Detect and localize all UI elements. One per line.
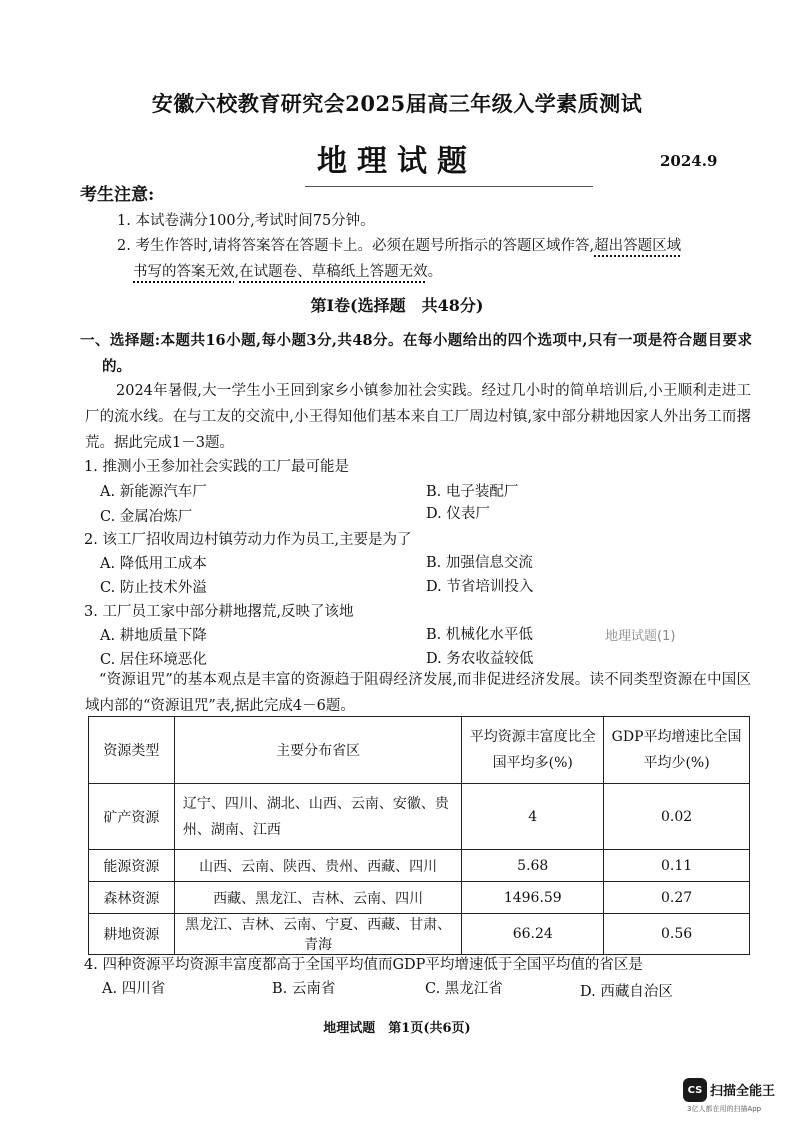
table-cell: 耕地资源	[89, 914, 175, 955]
question-4-option-a: A. 四川省	[102, 981, 166, 997]
notice-title: 考生注意:	[80, 185, 155, 205]
page-footer: 地理试题 第1页(共6页)	[323, 1021, 471, 1036]
table-cell: 0.56	[604, 914, 750, 955]
faint-stamp-text: 地理试题(1)	[605, 629, 676, 644]
question-1-option-c: C. 金属冶炼厂	[100, 509, 193, 525]
table-header-cell: GDP平均增速比全国平均少(%)	[604, 717, 750, 784]
question-2-option-a: A. 降低用工成本	[100, 556, 207, 572]
question-2-option-b: B. 加强信息交流	[426, 555, 533, 571]
notice-item-2-emphasis-3: 在试题卷、草稿纸上答题无效	[239, 264, 428, 280]
table-cell: 西藏、黑龙江、吉林、云南、四川	[174, 882, 461, 914]
section1-heading: 一、选择题:本题共16小题,每小题3分,共48分。在每小题给出的四个选项中,只有一项是符合题目要求的。	[80, 332, 752, 375]
camscanner-logo-icon: CS	[683, 1078, 707, 1102]
question-1-option-d: D. 仪表厂	[426, 506, 490, 522]
table-cell: 矿产资源	[89, 784, 175, 850]
question-1-option-b: B. 电子装配厂	[426, 484, 519, 500]
question-2-option-d: D. 节省培训投入	[426, 579, 534, 595]
camscanner-slogan: 3亿人都在用的扫描App	[687, 1105, 762, 1113]
question-1-option-a: A. 新能源汽车厂	[100, 484, 207, 500]
table-cell: 5.68	[462, 850, 604, 882]
notice-item-2-emphasis: 超出答题区域	[594, 238, 682, 254]
table-header-cell: 平均资源丰富度比全国平均多(%)	[462, 717, 604, 784]
notice-item-2-line1	[117, 234, 681, 255]
question-3-stem: 3. 工厂员工家中部分耕地撂荒,反映了该地	[84, 604, 354, 620]
question-4-option-d: D. 西藏自治区	[580, 984, 673, 1000]
table-cell: 0.11	[604, 850, 750, 882]
table-header-cell: 主要分布省区	[174, 717, 461, 784]
table-row	[89, 850, 750, 882]
part1-title: 第Ⅰ卷(选择题 共48分)	[310, 296, 484, 315]
question-4-option-c: C. 黑龙江省	[425, 981, 503, 997]
question-4-option-b: B. 云南省	[272, 981, 336, 997]
table-cell: 0.02	[604, 784, 750, 850]
passage-2: “资源诅咒”的基本观点是丰富的资源趋于阻碍经济发展,而非促进经济发展。读不同类型资源在中国区域内部的“资源诅咒”表,据此完成4－6题。	[85, 672, 751, 714]
table-cell: 能源资源	[89, 850, 175, 882]
table-cell: 山西、云南、陕西、贵州、西藏、四川	[174, 850, 461, 882]
table-cell: 4	[462, 784, 604, 850]
header-divider	[305, 186, 593, 187]
subject-title: 地理试题	[317, 144, 477, 179]
question-3-option-b: B. 机械化水平低	[426, 627, 533, 643]
table-row	[89, 784, 750, 850]
question-2-option-c: C. 防止技术外溢	[100, 580, 207, 596]
notice-item-2-text: 2. 考生作答时,请将答案答在答题卡上。必须在题号所指示的答题区域作答,	[117, 238, 595, 254]
resource-curse-table	[88, 716, 750, 955]
notice-item-1: 1. 本试卷满分100分,考试时间75分钟。	[117, 213, 375, 229]
camscanner-name: 扫描全能王	[710, 1084, 776, 1099]
table-header-cell: 资源类型	[89, 717, 175, 784]
passage-1: 2024年暑假,大一学生小王回到家乡小镇参加社会实践。经过几小时的简单培训后,小王顺利走进工厂的流水线。在与工友的交流中,小王得知他们基本来自工厂周边村镇,家中部分耕地因家人外出务工而撂荒。据此完成1－3题。	[85, 383, 751, 451]
table-cell: 辽宁、四川、湖北、山西、云南、安徽、贵州、湖南、江西	[174, 784, 461, 850]
exam-header-title: 安徽六校教育研究会2025届高三年级入学素质测试	[151, 91, 643, 116]
table-row	[89, 882, 750, 914]
table-cell: 黑龙江、吉林、云南、宁夏、西藏、甘肃、青海	[174, 914, 461, 955]
question-3-option-c: C. 居住环境恶化	[100, 652, 207, 668]
question-3-option-a: A. 耕地质量下降	[100, 628, 207, 644]
question-2-stem: 2. 该工厂招收周边村镇劳动力作为员工,主要是为了	[84, 532, 412, 548]
question-4-stem: 4. 四种资源平均资源丰富度都高于全国平均值而GDP平均增速低于全国平均值的省区是	[84, 957, 643, 973]
exam-date: 2024.9	[660, 152, 718, 170]
notice-item-2-line2: 书写的答案无效,在试题卷、草稿纸上答题无效。	[133, 264, 443, 280]
table-cell: 66.24	[462, 914, 604, 955]
question-3-option-d: D. 务农收益较低	[426, 651, 534, 667]
table-cell: 1496.59	[462, 882, 604, 914]
table-row	[89, 914, 750, 955]
notice-item-2-emphasis-2: 书写的答案无效	[133, 264, 235, 280]
table-cell: 森林资源	[89, 882, 175, 914]
question-1-stem: 1. 推测小王参加社会实践的工厂最可能是	[84, 459, 349, 475]
table-cell: 0.27	[604, 882, 750, 914]
table-header-row	[89, 717, 750, 784]
